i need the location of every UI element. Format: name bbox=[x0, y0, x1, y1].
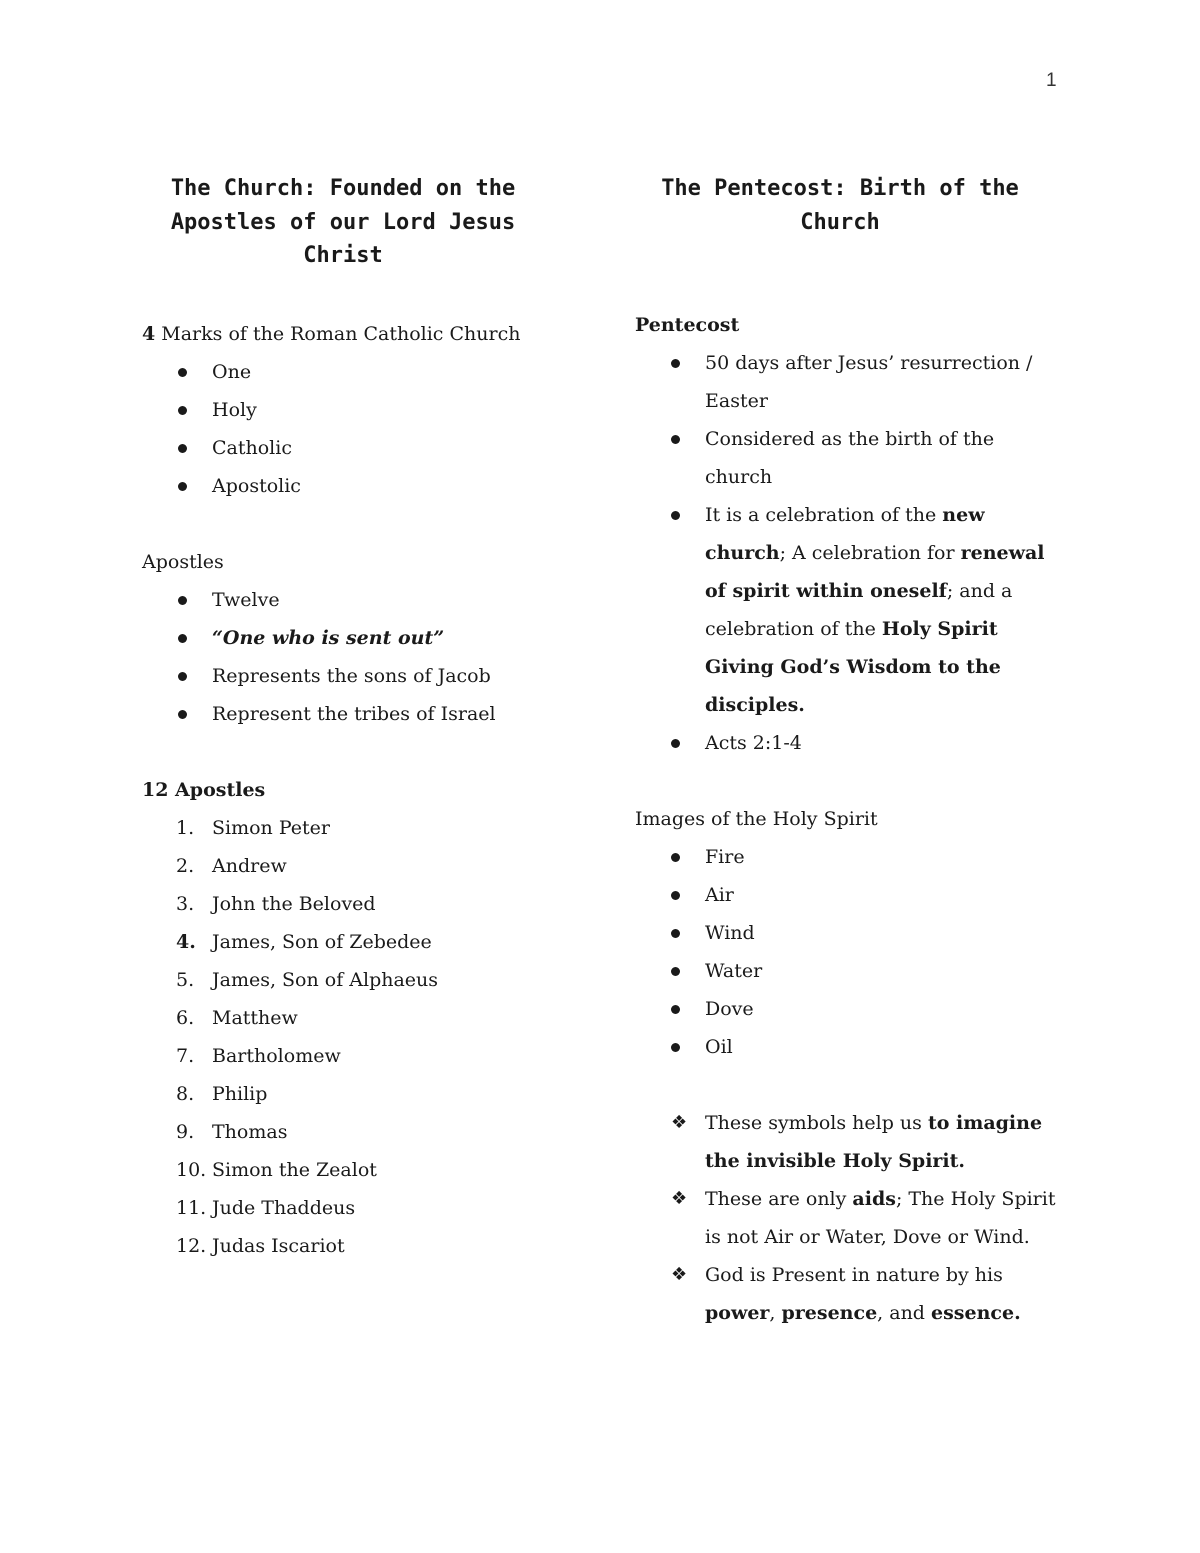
bullet-icon bbox=[671, 967, 680, 976]
item-number: 5. bbox=[176, 968, 195, 991]
list-item-text: Oil bbox=[705, 1036, 733, 1058]
text-run: God is Present in nature by his bbox=[705, 1264, 1003, 1286]
item-text: Judas Iscariot bbox=[212, 1234, 345, 1257]
page-number: 1 bbox=[1046, 70, 1057, 91]
bullet-icon bbox=[671, 739, 680, 748]
list-item-text: Wind bbox=[705, 922, 755, 944]
list-item-text: Water bbox=[705, 960, 763, 982]
left-column bbox=[142, 172, 572, 1265]
bullet-icon bbox=[178, 672, 187, 681]
marks-title bbox=[142, 315, 572, 353]
text-run: ; The Holy Spirit is not Air or Water, Dove or Wind. bbox=[705, 1188, 1056, 1248]
numbered-item bbox=[142, 961, 572, 999]
numbered-item bbox=[142, 809, 572, 847]
item-text: Andrew bbox=[212, 854, 287, 877]
item-number: 10. bbox=[176, 1158, 207, 1181]
text-run: ; and a celebration of the bbox=[705, 580, 1013, 640]
numbered-item bbox=[142, 1037, 572, 1075]
bullet-icon bbox=[671, 853, 680, 862]
bullet-icon bbox=[671, 511, 680, 520]
note-item bbox=[635, 1256, 1065, 1332]
numbered-item bbox=[142, 999, 572, 1037]
item-number: 4. bbox=[176, 930, 196, 953]
bold-run: Holy Spirit Giving God’s Wisdom to the disciples bbox=[705, 618, 1001, 716]
bullet-icon bbox=[671, 891, 680, 900]
list-item-text: Catholic bbox=[212, 436, 292, 459]
diamond-bullet-icon: ❖ bbox=[671, 1188, 688, 1209]
list-item bbox=[142, 353, 572, 391]
list-item bbox=[635, 838, 1065, 876]
apostles-list bbox=[142, 581, 572, 733]
bold-run: presence bbox=[781, 1302, 878, 1324]
bullet-icon bbox=[671, 1005, 680, 1014]
list-item bbox=[635, 1028, 1065, 1066]
diamond-bullet-icon: ❖ bbox=[671, 1112, 688, 1133]
list-item-text: Apostolic bbox=[212, 474, 301, 497]
list-item bbox=[635, 344, 1065, 420]
text-run: . bbox=[798, 694, 805, 716]
bullet-icon bbox=[671, 1043, 680, 1052]
list-item bbox=[635, 420, 1065, 496]
numbered-item bbox=[142, 1227, 572, 1265]
bold-run: renewal of spirit within oneself bbox=[705, 542, 1045, 602]
item-number: 2. bbox=[176, 854, 195, 877]
note-item bbox=[635, 1104, 1065, 1180]
item-text: Bartholomew bbox=[212, 1044, 341, 1067]
list-item-text: Dove bbox=[705, 998, 754, 1020]
bullet-icon bbox=[671, 359, 680, 368]
item-text: Jude Thaddeus bbox=[212, 1196, 356, 1219]
numbered-item bbox=[142, 1151, 572, 1189]
item-text: Simon the Zealot bbox=[212, 1158, 377, 1181]
item-text: Philip bbox=[212, 1082, 268, 1105]
item-number: 9. bbox=[176, 1120, 195, 1143]
bold-run: new church bbox=[705, 504, 985, 564]
list-item-text: 50 days after Jesus’ resurrection / Easter bbox=[705, 352, 1033, 412]
bullet-icon bbox=[178, 406, 187, 415]
list-item bbox=[635, 876, 1065, 914]
list-item bbox=[635, 990, 1065, 1028]
bullet-icon bbox=[178, 482, 187, 491]
item-number: 6. bbox=[176, 1006, 195, 1029]
item-number: 7. bbox=[176, 1044, 195, 1067]
text-run: , and bbox=[877, 1302, 932, 1324]
images-list bbox=[635, 838, 1065, 1066]
list-item-text: Air bbox=[705, 884, 734, 906]
item-number: 11. bbox=[176, 1196, 207, 1219]
bold-run: power bbox=[705, 1302, 770, 1324]
pentecost-title: Pentecost bbox=[635, 314, 740, 336]
bullet-icon bbox=[178, 368, 187, 377]
numbered-item bbox=[142, 885, 572, 923]
bullet-icon bbox=[178, 634, 187, 643]
list-item-text: “One who is sent out” bbox=[212, 626, 445, 649]
item-text: Thomas bbox=[212, 1120, 288, 1143]
item-text: Simon Peter bbox=[212, 816, 330, 839]
list-item-text: One bbox=[212, 360, 252, 383]
item-number: 3. bbox=[176, 892, 195, 915]
item-number: 8. bbox=[176, 1082, 195, 1105]
bullet-icon bbox=[178, 710, 187, 719]
text-run: These symbols help us bbox=[705, 1112, 928, 1134]
bold-run: aids bbox=[852, 1188, 896, 1210]
text-run: It is a celebration of the bbox=[705, 504, 943, 526]
note-item bbox=[635, 1180, 1065, 1256]
text-run: , bbox=[769, 1302, 782, 1324]
text-run: These are only bbox=[705, 1188, 853, 1210]
list-item bbox=[142, 581, 572, 619]
list-item bbox=[635, 914, 1065, 952]
list-item-text: Considered as the birth of the church bbox=[705, 428, 995, 488]
right-heading: The Pentecost: Birth of the Church bbox=[661, 176, 1019, 235]
item-text: John the Beloved bbox=[212, 892, 376, 915]
bold-run: to imagine the invisible Holy Spirit. bbox=[705, 1112, 1043, 1172]
list-item bbox=[142, 619, 572, 657]
bullet-icon bbox=[178, 444, 187, 453]
notes-list bbox=[635, 1104, 1065, 1332]
left-heading: The Church: Founded on the Apostles of our Lord Jesus Christ bbox=[170, 176, 516, 268]
bold-run: essence bbox=[931, 1302, 1015, 1324]
item-text: James, Son of Alphaeus bbox=[212, 968, 439, 991]
twelve-apostles-title: 12 Apostles bbox=[142, 778, 266, 801]
item-text: Matthew bbox=[212, 1006, 298, 1029]
item-number: 1. bbox=[176, 816, 195, 839]
numbered-item bbox=[142, 847, 572, 885]
numbered-item bbox=[142, 923, 572, 961]
text-run: . bbox=[1014, 1302, 1021, 1324]
right-column bbox=[635, 172, 1065, 1332]
pentecost-list bbox=[635, 344, 1065, 762]
apostles-title: Apostles bbox=[142, 550, 224, 573]
marks-title-text: Marks of the Roman Catholic Church bbox=[155, 322, 521, 345]
list-item bbox=[635, 724, 1065, 762]
item-number: 12. bbox=[176, 1234, 207, 1257]
list-item bbox=[635, 952, 1065, 990]
list-item bbox=[142, 391, 572, 429]
list-item bbox=[142, 695, 572, 733]
marks-title-number: 4 bbox=[142, 322, 156, 345]
list-item bbox=[142, 467, 572, 505]
list-item-text: Acts 2:1-4 bbox=[705, 732, 802, 754]
list-item bbox=[142, 429, 572, 467]
list-item-text: Twelve bbox=[212, 588, 280, 611]
list-item bbox=[142, 657, 572, 695]
bullet-icon bbox=[671, 929, 680, 938]
text-run: ; A celebration for bbox=[779, 542, 961, 564]
list-item bbox=[635, 496, 1065, 724]
diamond-bullet-icon: ❖ bbox=[671, 1264, 688, 1285]
numbered-item bbox=[142, 1113, 572, 1151]
numbered-item bbox=[142, 1075, 572, 1113]
numbered-item bbox=[142, 1189, 572, 1227]
bullet-icon bbox=[671, 435, 680, 444]
marks-list bbox=[142, 353, 572, 505]
list-item-text: Represent the tribes of Israel bbox=[212, 702, 496, 725]
list-item-text: Represents the sons of Jacob bbox=[212, 664, 491, 687]
twelve-apostles-list bbox=[142, 809, 572, 1265]
item-text: James, Son of Zebedee bbox=[212, 930, 432, 953]
list-item-text: Fire bbox=[705, 846, 745, 868]
images-title: Images of the Holy Spirit bbox=[635, 808, 878, 830]
list-item-text: Holy bbox=[212, 398, 257, 421]
bullet-icon bbox=[178, 596, 187, 605]
